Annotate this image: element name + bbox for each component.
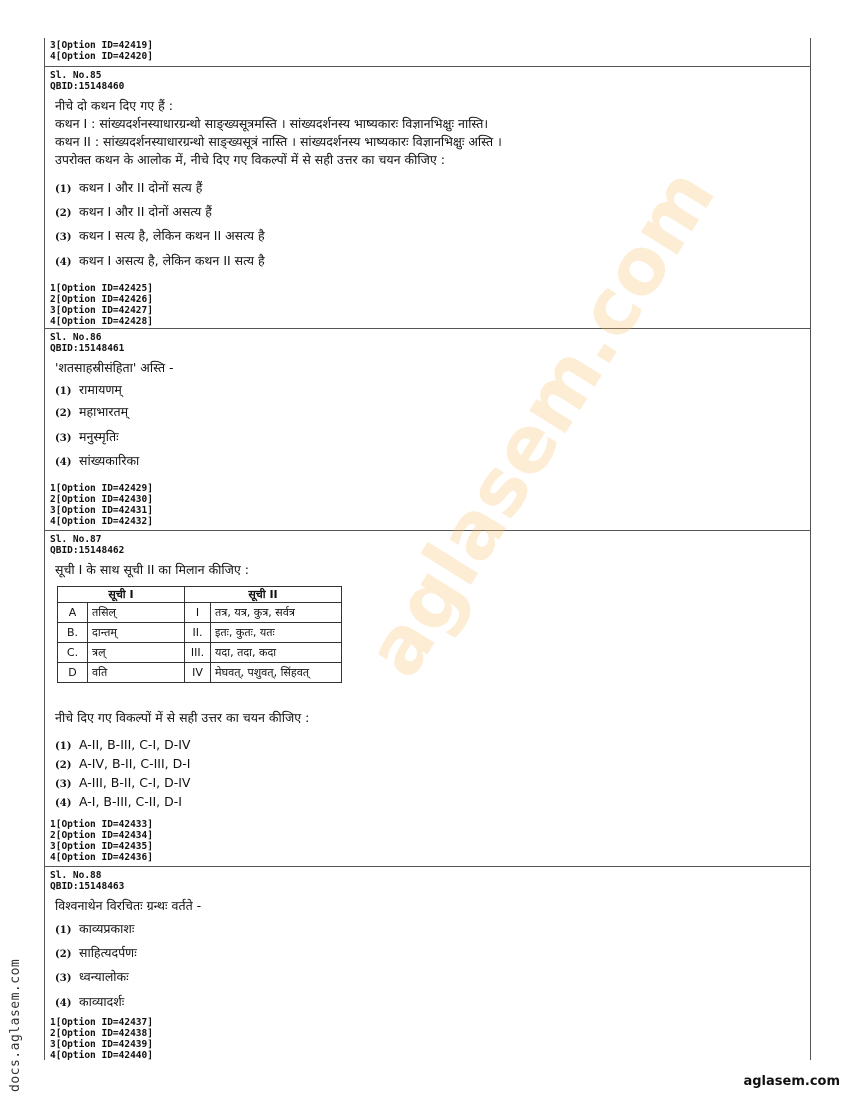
table-cell: तसिल् [88,603,185,623]
previous-question-tail [45,38,810,66]
list-1-header: सूची I [58,587,185,603]
table-cell: इतः, कुतः, यतः [211,623,342,643]
question-header [50,870,124,892]
option-id-list [50,819,153,863]
table-cell: त्रल् [88,643,185,663]
serial-number: Sl. No.86 [50,332,102,343]
option-3: (3) मनुस्मृतिः [55,429,119,444]
option-2: (2) A-IV, B-II, C-III, D-I [55,756,191,771]
qbid: QBID:15148462 [50,545,125,556]
option-text: कथन I असत्य है, लेकिन कथन II सत्य है [79,253,265,268]
option-text: रामायणम् [79,382,122,397]
option-1: (1) रामायणम् [55,382,122,397]
option-1: (1) A-II, B-III, C-I, D-IV [55,737,191,752]
option-text: साहित्यदर्पणः [79,945,137,960]
option-2: (2) साहित्यदर्पणः [55,945,137,960]
option-4: (4) काव्यादर्शः [55,994,125,1009]
table-row [58,643,342,663]
serial-number: Sl. No.85 [50,70,102,81]
option-id: 2[Option ID=42426] [50,294,153,305]
option-id: 4[Option ID=42436] [50,852,153,863]
option-1: (1) काव्यप्रकाशः [55,921,135,936]
question-85 [45,66,810,328]
option-id: 4[Option ID=42440] [50,1050,153,1061]
option-text: कथन I और II दोनों सत्य हैं [79,180,203,195]
question-instruction: उपरोक्त कथन के आलोक में, नीचे दिए गए विकल्पों में से सही उत्तर का चयन कीजिए : [55,152,445,167]
question-text: नीचे दो कथन दिए गए हैं : [55,98,173,113]
option-id: 2[Option ID=42430] [50,494,153,505]
statement-2: कथन II : सांख्यदर्शनस्याधारग्रन्थो साङ्ख्यसूत्रं नास्ति । सांख्यदर्शनस्य भाष्यकारः विज्ञानभिक्षुः अस्ति । [55,134,502,149]
option-text: A-III, B-II, C-I, D-IV [79,775,191,790]
table-cell: I [185,603,211,623]
table-cell: II. [185,623,211,643]
question-text: 'शतसाहस्रीसंहिता' अस्ति - [55,360,174,375]
question-paper-sheet [44,38,811,1060]
option-text: सांख्यकारिका [79,453,140,468]
option-2: (2) कथन I और II दोनों असत्य हैं [55,204,212,219]
watermark: aglasem.com [349,153,733,693]
table-cell: तत्र, यत्र, कुत्र, सर्वत्र [211,603,342,623]
option-id: 1[Option ID=42433] [50,819,153,830]
option-text: A-IV, B-II, C-III, D-I [79,756,191,771]
table-cell: III. [185,643,211,663]
option-id: 4[Option ID=42420] [50,51,153,62]
question-instruction: नीचे दिए गए विकल्पों में से सही उत्तर का चयन कीजिए : [55,710,310,725]
option-4: (4) सांख्यकारिका [55,453,140,468]
footer-brand-link[interactable]: aglasem.com [743,1074,840,1089]
table-header-row [58,587,342,603]
option-id: 1[Option ID=42437] [50,1017,153,1028]
serial-number: Sl. No.88 [50,870,102,881]
table-cell: मेघवत्, पशुवत्, सिंहवत् [211,663,342,683]
option-id: 2[Option ID=42434] [50,830,153,841]
option-text: काव्यादर्शः [79,994,125,1009]
qbid: QBID:15148463 [50,881,125,892]
option-id: 3[Option ID=42435] [50,841,153,852]
table-cell: B. [58,623,88,643]
option-id: 3[Option ID=42431] [50,505,153,516]
side-url-link[interactable]: docs.aglasem.com [8,958,23,1092]
question-header [50,332,124,354]
option-id: 3[Option ID=42427] [50,305,153,316]
option-4: (4) A-I, B-III, C-II, D-I [55,794,182,809]
option-text: ध्वन्यालोकः [79,969,129,984]
match-table [57,586,342,683]
question-text: सूची I के साथ सूची II का मिलान कीजिए : [55,562,250,577]
option-text: महाभारतम् [79,404,129,419]
option-text: कथन I सत्य है, लेकिन कथन II असत्य है [79,228,265,243]
table-cell: वति [88,663,185,683]
question-header [50,70,124,92]
option-3: (3) A-III, B-II, C-I, D-IV [55,775,191,790]
option-text: मनुस्मृतिः [79,429,119,444]
option-id: 3[Option ID=42419] [50,40,153,51]
option-id: 4[Option ID=42432] [50,516,153,527]
option-id-list [50,1017,153,1061]
table-cell: यदा, तदा, कदा [211,643,342,663]
option-3: (3) कथन I सत्य है, लेकिन कथन II असत्य है [55,228,265,243]
option-4: (4) कथन I असत्य है, लेकिन कथन II सत्य है [55,253,265,268]
table-row [58,623,342,643]
table-row [58,663,342,683]
question-88 [45,866,810,1060]
table-cell: IV [185,663,211,683]
option-id: 3[Option ID=42439] [50,1039,153,1050]
question-87 [45,530,810,866]
option-1: (1) कथन I और II दोनों सत्य हैं [55,180,203,195]
option-id: 4[Option ID=42428] [50,316,153,327]
option-id-list [50,283,153,327]
list-2-header: सूची II [185,587,342,603]
option-id-list [50,483,153,527]
table-cell: D [58,663,88,683]
option-id: 1[Option ID=42425] [50,283,153,294]
option-text: कथन I और II दोनों असत्य हैं [79,204,212,219]
option-id: 1[Option ID=42429] [50,483,153,494]
option-id: 2[Option ID=42438] [50,1028,153,1039]
question-text: विश्वनाथेन विरचितः ग्रन्थः वर्तते - [55,898,202,913]
table-cell: A [58,603,88,623]
option-2: (2) महाभारतम् [55,404,129,419]
question-header [50,534,124,556]
table-row [58,603,342,623]
option-id-list [50,40,153,62]
option-text: A-I, B-III, C-II, D-I [79,794,182,809]
question-86 [45,328,810,530]
table-cell: दान्तम् [88,623,185,643]
statement-1: कथन I : सांख्यदर्शनस्याधारग्रन्थो साङ्ख्यसूत्रमस्ति । सांख्यदर्शनस्य भाष्यकारः विज्ञानभिक्षुः नास्ति। [55,116,489,131]
qbid: QBID:15148461 [50,343,125,354]
qbid: QBID:15148460 [50,81,125,92]
option-text: A-II, B-III, C-I, D-IV [79,737,191,752]
option-text: काव्यप्रकाशः [79,921,135,936]
option-3: (3) ध्वन्यालोकः [55,969,129,984]
table-cell: C. [58,643,88,663]
serial-number: Sl. No.87 [50,534,102,545]
